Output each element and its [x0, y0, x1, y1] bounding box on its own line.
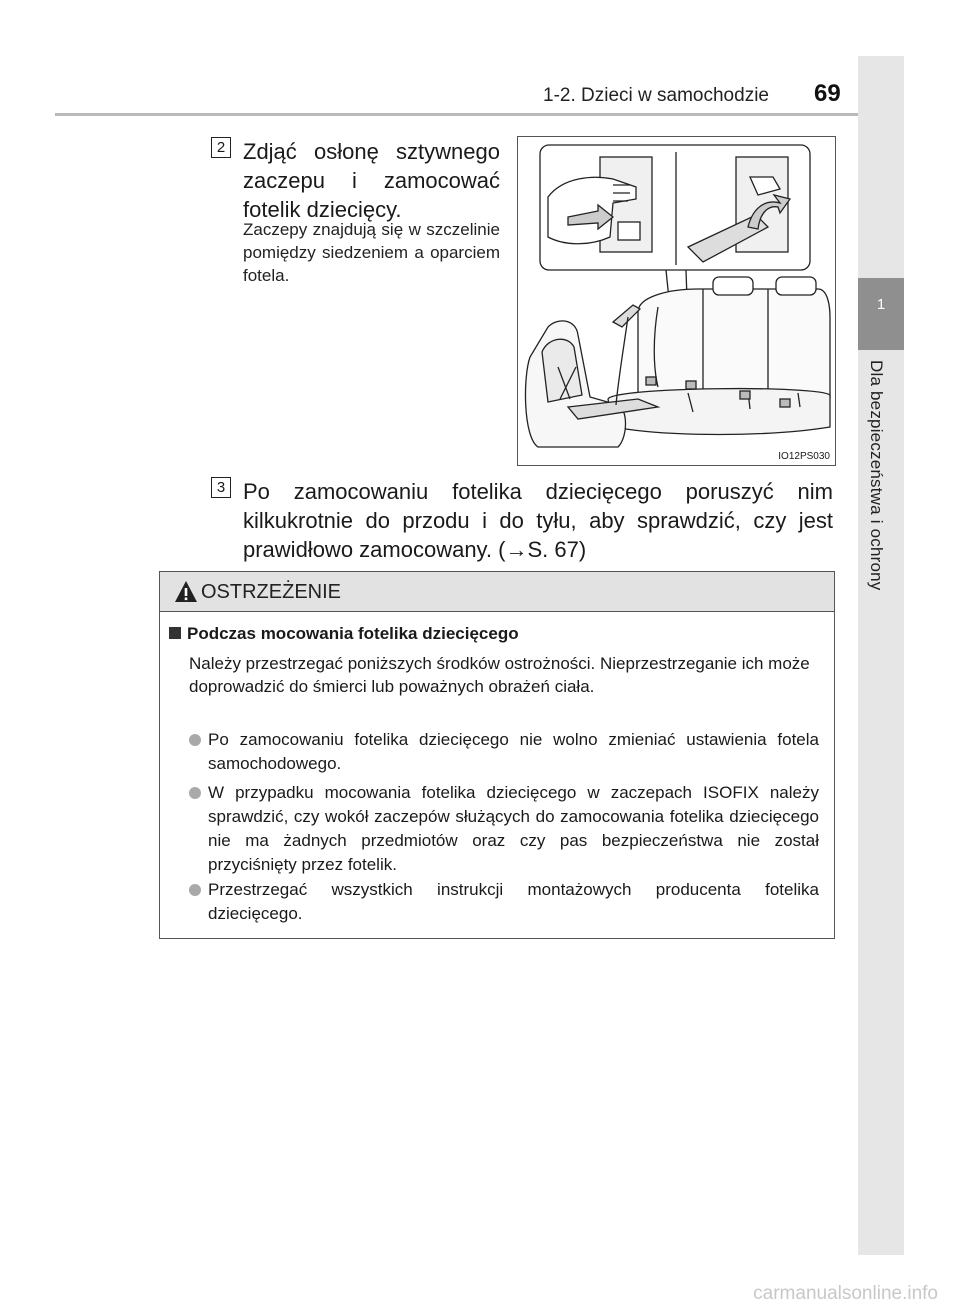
- bullet-dot-icon: [189, 734, 201, 746]
- chapter-tab: [858, 278, 904, 350]
- warning-bullet: [189, 781, 819, 877]
- warning-title: OSTRZEŻENIE: [201, 581, 342, 603]
- warning-bullet: [189, 878, 819, 926]
- warning-triangle-icon: [174, 580, 198, 604]
- side-tab-bar: [858, 56, 904, 1255]
- square-bullet-icon: [169, 627, 181, 639]
- step-2-text: Zdjąć osłonę sztywnego zaczepu i zamocować fotelik dziecięcy.: [243, 139, 500, 222]
- chapter-number: 1: [876, 296, 886, 313]
- page-number: 69: [814, 80, 841, 107]
- bullet-dot-icon: [189, 884, 201, 896]
- section-title: 1-2. Dzieci w samochodzie: [543, 85, 769, 106]
- warning-bullet-text: Przestrzegać wszystkich instrukcji montażowych producenta fotelika dziecięcego.: [208, 880, 819, 923]
- watermark: carmanualsonline.info: [753, 1283, 938, 1304]
- step-2-marker: 2: [211, 137, 231, 158]
- warning-bullet: [189, 728, 819, 776]
- child-seat-illustration: [517, 136, 836, 466]
- figure-code: IO12PS030: [778, 451, 830, 462]
- header-divider: [55, 113, 858, 116]
- bullet-dot-icon: [189, 787, 201, 799]
- warning-box: [159, 571, 835, 939]
- warning-subtitle: [169, 624, 519, 644]
- chapter-title: Dla bezpieczeństwa i ochrony: [867, 360, 886, 591]
- step-3-marker: 3: [211, 477, 231, 498]
- warning-header: [160, 572, 834, 612]
- warning-intro: Należy przestrzegać poniższych środków ostrożności. Nieprzestrzeganie ich może doprowadzić do śmierci lub poważnych obrażeń ciała.: [189, 654, 810, 696]
- warning-bullet-text: Po zamocowaniu fotelika dziecięcego nie wolno zmieniać ustawienia fotela samochodowego.: [208, 730, 819, 773]
- warning-bullet-text: W przypadku mocowania fotelika dziecięcego w zaczepach ISOFIX należy sprawdzić, czy wokół zaczepów służących do zamocowania fotelika dziecięcego nie ma żadnych przedmiotów oraz czy pas bezpieczeństwa nie został przyciśnięty przez fotelik.: [208, 783, 819, 874]
- warning-subtitle-text: Podczas mocowania fotelika dziecięcego: [187, 624, 519, 643]
- illustration-drawing: [518, 137, 835, 465]
- step-3-text: Po zamocowaniu fotelika dziecięcego poruszyć nim kilkukrotnie do przodu i do tyłu, aby sprawdzić, czy jest prawidłowo zamocowany. (→S. 67): [243, 479, 833, 562]
- step-2-note: Zaczepy znajdują się w szczelinie pomiędzy siedzeniem a oparciem fotela.: [243, 220, 500, 285]
